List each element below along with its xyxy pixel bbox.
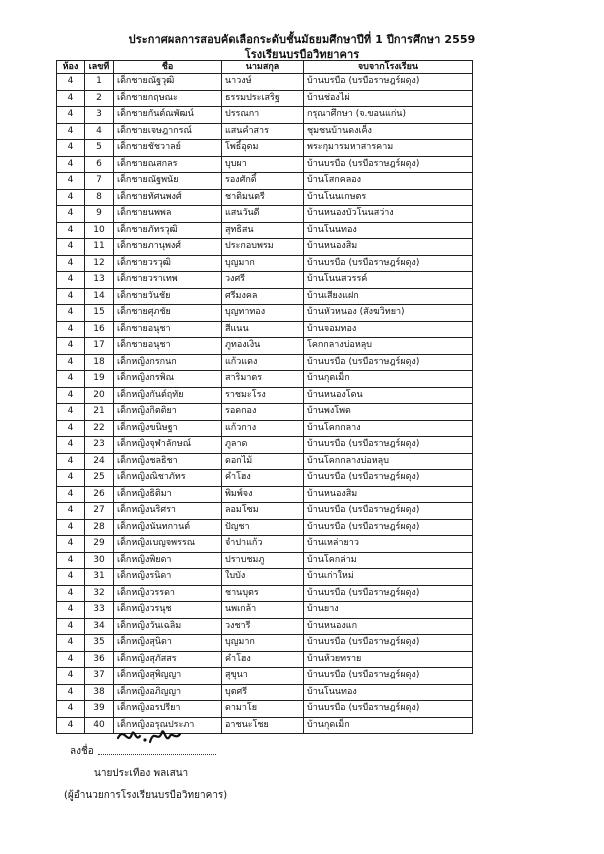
cell-first-name: เด็กชายณสกลร: [114, 156, 222, 173]
cell-number: 40: [85, 717, 114, 734]
cell-previous-school: บ้านโคกกลางบ่อหลุบ: [304, 453, 473, 470]
table-row: [57, 618, 473, 635]
cell-room: 4: [57, 717, 85, 734]
cell-previous-school: บ้านโนนทอง: [304, 222, 473, 239]
cell-room: 4: [57, 437, 85, 454]
cell-first-name: เด็กชายวันชัย: [114, 288, 222, 305]
cell-room: 4: [57, 585, 85, 602]
table-row: [57, 206, 473, 223]
cell-room: 4: [57, 206, 85, 223]
cell-number: 16: [85, 321, 114, 338]
cell-first-name: เด็กหญิงพิยดา: [114, 552, 222, 569]
cell-last-name: บุบผา: [222, 156, 304, 173]
cell-number: 6: [85, 156, 114, 173]
cell-first-name: เด็กชายทัศนพงศ์: [114, 189, 222, 206]
table-row: [57, 404, 473, 421]
header-first-name: ชื่อ: [114, 61, 222, 74]
cell-last-name: โพธิ์อุดม: [222, 140, 304, 157]
table-row: [57, 305, 473, 322]
signature-line: [98, 754, 216, 755]
cell-previous-school: บ้านบรบือ (บรบือราษฎร์ผดุง): [304, 635, 473, 652]
cell-first-name: เด็กหญิงกันต์ฤทัย: [114, 387, 222, 404]
cell-room: 4: [57, 354, 85, 371]
cell-last-name: ดามาโย: [222, 701, 304, 718]
table-row: [57, 536, 473, 553]
cell-room: 4: [57, 239, 85, 256]
cell-number: 14: [85, 288, 114, 305]
table-row: [57, 602, 473, 619]
cell-number: 13: [85, 272, 114, 289]
cell-number: 38: [85, 684, 114, 701]
cell-room: 4: [57, 486, 85, 503]
cell-room: 4: [57, 272, 85, 289]
table-row: [57, 189, 473, 206]
cell-room: 4: [57, 156, 85, 173]
table-row: [57, 371, 473, 388]
table-row: [57, 255, 473, 272]
cell-first-name: เด็กหญิงอรุณประภา: [114, 717, 222, 734]
cell-last-name: ใบบัง: [222, 569, 304, 586]
table-row: [57, 90, 473, 107]
cell-first-name: เด็กหญิงชลธิชา: [114, 453, 222, 470]
cell-previous-school: บ้านกุดเม็ก: [304, 371, 473, 388]
cell-number: 22: [85, 420, 114, 437]
table-row: [57, 321, 473, 338]
cell-room: 4: [57, 651, 85, 668]
cell-number: 12: [85, 255, 114, 272]
cell-number: 5: [85, 140, 114, 157]
cell-first-name: เด็กชายภานุพงศ์: [114, 239, 222, 256]
cell-last-name: ธรรมประเสริฐ: [222, 90, 304, 107]
cell-number: 34: [85, 618, 114, 635]
cell-first-name: เด็กชายนพพล: [114, 206, 222, 223]
table-row: [57, 552, 473, 569]
signature-label: ลงชื่อ: [70, 746, 94, 757]
cell-last-name: คำโฮง: [222, 651, 304, 668]
cell-first-name: เด็กหญิงกิตติยา: [114, 404, 222, 421]
cell-first-name: เด็กหญิงอรปรียา: [114, 701, 222, 718]
cell-previous-school: ชุมชนบ้านดงเค็ง: [304, 123, 473, 140]
cell-previous-school: บ้านบรบือ (บรบือราษฎร์ผดุง): [304, 156, 473, 173]
cell-previous-school: บ้านบรบือ (บรบือราษฎร์ผดุง): [304, 668, 473, 685]
cell-room: 4: [57, 371, 85, 388]
cell-number: 10: [85, 222, 114, 239]
cell-number: 2: [85, 90, 114, 107]
cell-last-name: นพเกล้า: [222, 602, 304, 619]
table-body: [57, 74, 473, 734]
cell-previous-school: บ้านโนนสวรรค์: [304, 272, 473, 289]
cell-previous-school: พระกุมารมหาสารคาม: [304, 140, 473, 157]
cell-last-name: สีแนน: [222, 321, 304, 338]
cell-first-name: เด็กชายณัฐวุฒิ: [114, 74, 222, 91]
cell-last-name: ชานบุตร: [222, 585, 304, 602]
table-row: [57, 387, 473, 404]
cell-previous-school: บ้านช่องไผ่: [304, 90, 473, 107]
table-row: [57, 453, 473, 470]
cell-previous-school: บ้านหนองบัวโนนสว่าง: [304, 206, 473, 223]
cell-number: 17: [85, 338, 114, 355]
cell-last-name: อาชนะโชย: [222, 717, 304, 734]
header-number: เลขที่: [85, 61, 114, 74]
cell-previous-school: บ้านหนองโดน: [304, 387, 473, 404]
table-row: [57, 156, 473, 173]
cell-previous-school: โคกกลางบ่อหลุบ: [304, 338, 473, 355]
cell-number: 21: [85, 404, 114, 421]
cell-previous-school: บ้านบรบือ (บรบือราษฎร์ผดุง): [304, 701, 473, 718]
cell-first-name: เด็กหญิงกรกนก: [114, 354, 222, 371]
cell-last-name: ภูลาด: [222, 437, 304, 454]
cell-previous-school: บ้านบรบือ (บรบือราษฎร์ผดุง): [304, 585, 473, 602]
cell-first-name: เด็กหญิงสุพิญญา: [114, 668, 222, 685]
cell-previous-school: บ้านหนองแก: [304, 618, 473, 635]
cell-room: 4: [57, 684, 85, 701]
cell-number: 4: [85, 123, 114, 140]
cell-previous-school: บ้านเก่าใหม่: [304, 569, 473, 586]
cell-previous-school: บ้านโสกคลอง: [304, 173, 473, 190]
cell-first-name: เด็กชายอนุชา: [114, 338, 222, 355]
cell-room: 4: [57, 635, 85, 652]
cell-previous-school: บ้านจอมทอง: [304, 321, 473, 338]
cell-room: 4: [57, 222, 85, 239]
cell-first-name: เด็กหญิงสุนิดา: [114, 635, 222, 652]
table-row: [57, 684, 473, 701]
table-row: [57, 651, 473, 668]
cell-number: 1: [85, 74, 114, 91]
cell-number: 28: [85, 519, 114, 536]
cell-room: 4: [57, 140, 85, 157]
cell-last-name: บุญทาทอง: [222, 305, 304, 322]
cell-first-name: เด็กหญิงณิชาภัทร: [114, 470, 222, 487]
cell-first-name: เด็กชายอนุชา: [114, 321, 222, 338]
cell-first-name: เด็กชายศุภชัย: [114, 305, 222, 322]
cell-last-name: ดอกไม้: [222, 453, 304, 470]
cell-previous-school: บ้านเสียงแฝก: [304, 288, 473, 305]
cell-previous-school: บ้านหัวหนอง (สังฆวิทยา): [304, 305, 473, 322]
cell-first-name: เด็กหญิงสุภัสสร: [114, 651, 222, 668]
cell-number: 9: [85, 206, 114, 223]
cell-room: 4: [57, 123, 85, 140]
cell-last-name: แสนคำสาร: [222, 123, 304, 140]
cell-number: 15: [85, 305, 114, 322]
cell-first-name: เด็กชายณัฐพนัย: [114, 173, 222, 190]
cell-number: 31: [85, 569, 114, 586]
cell-previous-school: บ้านยาง: [304, 602, 473, 619]
cell-first-name: เด็กชายวราเทพ: [114, 272, 222, 289]
cell-last-name: วงชารี: [222, 618, 304, 635]
cell-number: 20: [85, 387, 114, 404]
cell-number: 36: [85, 651, 114, 668]
cell-first-name: เด็กหญิงกรพิณ: [114, 371, 222, 388]
cell-room: 4: [57, 305, 85, 322]
cell-first-name: เด็กหญิงอภิญญา: [114, 684, 222, 701]
cell-first-name: เด็กหญิงนันทกานต์: [114, 519, 222, 536]
table-header-row: [57, 61, 473, 74]
cell-room: 4: [57, 552, 85, 569]
school-name: โรงเรียนบรบือวิทยาคาร: [244, 48, 360, 61]
cell-room: 4: [57, 420, 85, 437]
cell-number: 19: [85, 371, 114, 388]
signature-image: [114, 724, 194, 748]
cell-first-name: เด็กหญิงรนิดา: [114, 569, 222, 586]
cell-number: 35: [85, 635, 114, 652]
table-row: [57, 635, 473, 652]
cell-room: 4: [57, 569, 85, 586]
table-row: [57, 123, 473, 140]
cell-room: 4: [57, 519, 85, 536]
signatory-position: (ผู้อำนวยการโรงเรียนบรบือวิทยาคาร): [64, 790, 228, 801]
table-row: [57, 437, 473, 454]
cell-first-name: เด็กหญิงจุฬาลักษณ์: [114, 437, 222, 454]
cell-first-name: เด็กหญิงเบญจพรรณ: [114, 536, 222, 553]
cell-previous-school: บ้านบรบือ (บรบือราษฎร์ผดุง): [304, 503, 473, 520]
cell-number: 3: [85, 107, 114, 124]
cell-room: 4: [57, 338, 85, 355]
cell-previous-school: กรุณาศึกษา (จ.ขอนแก่น): [304, 107, 473, 124]
cell-first-name: เด็กหญิงวรนุช: [114, 602, 222, 619]
header-room: ห้อง: [57, 61, 85, 74]
table-row: [57, 470, 473, 487]
cell-first-name: เด็กชายภัทรวุฒิ: [114, 222, 222, 239]
cell-number: 37: [85, 668, 114, 685]
cell-last-name: บุตศรี: [222, 684, 304, 701]
cell-first-name: เด็กหญิงวรรดา: [114, 585, 222, 602]
cell-previous-school: บ้านโนนเกษตร: [304, 189, 473, 206]
table-row: [57, 222, 473, 239]
table-row: [57, 585, 473, 602]
signatory-name: นายประเทือง พลเสนา: [94, 768, 189, 779]
cell-number: 18: [85, 354, 114, 371]
table-row: [57, 272, 473, 289]
cell-room: 4: [57, 404, 85, 421]
cell-last-name: ภูทองเงิน: [222, 338, 304, 355]
cell-last-name: ลอมโซม: [222, 503, 304, 520]
cell-last-name: ชาติมนตรี: [222, 189, 304, 206]
cell-number: 25: [85, 470, 114, 487]
cell-first-name: เด็กหญิงนริศรา: [114, 503, 222, 520]
table-row: [57, 173, 473, 190]
cell-last-name: พิมพ์จง: [222, 486, 304, 503]
cell-previous-school: บ้านบรบือ (บรบือราษฎร์ผดุง): [304, 519, 473, 536]
cell-room: 4: [57, 453, 85, 470]
cell-previous-school: บ้านหนองสิม: [304, 486, 473, 503]
cell-previous-school: บ้านบรบือ (บรบือราษฎร์ผดุง): [304, 354, 473, 371]
table-row: [57, 140, 473, 157]
cell-last-name: นาวงษ์: [222, 74, 304, 91]
cell-number: 30: [85, 552, 114, 569]
table-row: [57, 569, 473, 586]
student-roster-table: [56, 60, 473, 734]
table-row: [57, 503, 473, 520]
cell-room: 4: [57, 536, 85, 553]
cell-previous-school: บ้านเหล่ายาว: [304, 536, 473, 553]
cell-room: 4: [57, 387, 85, 404]
cell-last-name: ประกอบพรม: [222, 239, 304, 256]
cell-first-name: เด็กชายกฤษณะ: [114, 90, 222, 107]
cell-last-name: ปัญชา: [222, 519, 304, 536]
table-row: [57, 239, 473, 256]
cell-first-name: เด็กหญิงธิติมา: [114, 486, 222, 503]
cell-last-name: สุขุนา: [222, 668, 304, 685]
cell-last-name: บุญมาก: [222, 255, 304, 272]
cell-last-name: ศรีมงคล: [222, 288, 304, 305]
table-row: [57, 74, 473, 91]
cell-number: 39: [85, 701, 114, 718]
cell-previous-school: บ้านบรบือ (บรบือราษฎร์ผดุง): [304, 470, 473, 487]
cell-last-name: แสนวันดี: [222, 206, 304, 223]
table-row: [57, 519, 473, 536]
cell-last-name: ปรรณกา: [222, 107, 304, 124]
cell-room: 4: [57, 470, 85, 487]
cell-room: 4: [57, 321, 85, 338]
table-row: [57, 486, 473, 503]
table-row: [57, 668, 473, 685]
cell-previous-school: บ้านโคกกลาง: [304, 420, 473, 437]
cell-last-name: แก้วกาง: [222, 420, 304, 437]
cell-first-name: เด็กชายเจษฎากรณ์: [114, 123, 222, 140]
cell-room: 4: [57, 189, 85, 206]
cell-previous-school: บ้านห้วยทราย: [304, 651, 473, 668]
cell-last-name: จำปาแก้ว: [222, 536, 304, 553]
cell-room: 4: [57, 503, 85, 520]
cell-previous-school: บ้านบรบือ (บรบือราษฎร์ผดุง): [304, 437, 473, 454]
cell-last-name: แก้วแดง: [222, 354, 304, 371]
cell-number: 24: [85, 453, 114, 470]
cell-last-name: รองศักดิ์: [222, 173, 304, 190]
cell-first-name: เด็กชายวรวุฒิ: [114, 255, 222, 272]
table-row: [57, 701, 473, 718]
cell-first-name: เด็กหญิงวันเฉลิม: [114, 618, 222, 635]
cell-number: 26: [85, 486, 114, 503]
cell-room: 4: [57, 288, 85, 305]
cell-room: 4: [57, 602, 85, 619]
cell-room: 4: [57, 668, 85, 685]
cell-number: 8: [85, 189, 114, 206]
cell-previous-school: บ้านหนองสิม: [304, 239, 473, 256]
cell-last-name: ปราบชมภู: [222, 552, 304, 569]
cell-room: 4: [57, 701, 85, 718]
cell-previous-school: บ้านโคกล่าม: [304, 552, 473, 569]
cell-number: 32: [85, 585, 114, 602]
cell-number: 23: [85, 437, 114, 454]
cell-number: 11: [85, 239, 114, 256]
cell-last-name: วงศรี: [222, 272, 304, 289]
cell-last-name: สาริมาตร: [222, 371, 304, 388]
cell-last-name: สุทธิสน: [222, 222, 304, 239]
cell-previous-school: บ้านโนนทอง: [304, 684, 473, 701]
cell-last-name: คำโฮง: [222, 470, 304, 487]
cell-room: 4: [57, 255, 85, 272]
cell-previous-school: บ้านพงโพด: [304, 404, 473, 421]
cell-room: 4: [57, 107, 85, 124]
cell-first-name: เด็กหญิงขนิษฐา: [114, 420, 222, 437]
table-row: [57, 288, 473, 305]
cell-number: 7: [85, 173, 114, 190]
cell-room: 4: [57, 90, 85, 107]
document-title: ประกาศผลการสอบคัดเลือกระดับชั้นมัธยมศึกษาปีที่ 1 ปีการศึกษา 2559: [128, 33, 476, 46]
cell-room: 4: [57, 173, 85, 190]
header-last-name: นามสกุล: [222, 61, 304, 74]
cell-room: 4: [57, 618, 85, 635]
table-row: [57, 338, 473, 355]
table-row: [57, 420, 473, 437]
cell-last-name: รอดกอง: [222, 404, 304, 421]
table-row: [57, 354, 473, 371]
cell-room: 4: [57, 74, 85, 91]
cell-number: 29: [85, 536, 114, 553]
cell-previous-school: บ้านกุดเม็ก: [304, 717, 473, 734]
cell-first-name: เด็กชายชัชวาลย์: [114, 140, 222, 157]
header-previous-school: จบจากโรงเรียน: [304, 61, 473, 74]
cell-previous-school: บ้านบรบือ (บรบือราษฎร์ผดุง): [304, 74, 473, 91]
cell-previous-school: บ้านบรบือ (บรบือราษฎร์ผดุง): [304, 255, 473, 272]
cell-first-name: เด็กชายกันต์ณพัฒน์: [114, 107, 222, 124]
table-row: [57, 107, 473, 124]
cell-last-name: บุญมาก: [222, 635, 304, 652]
cell-last-name: ราชมะโรง: [222, 387, 304, 404]
cell-number: 27: [85, 503, 114, 520]
cell-number: 33: [85, 602, 114, 619]
